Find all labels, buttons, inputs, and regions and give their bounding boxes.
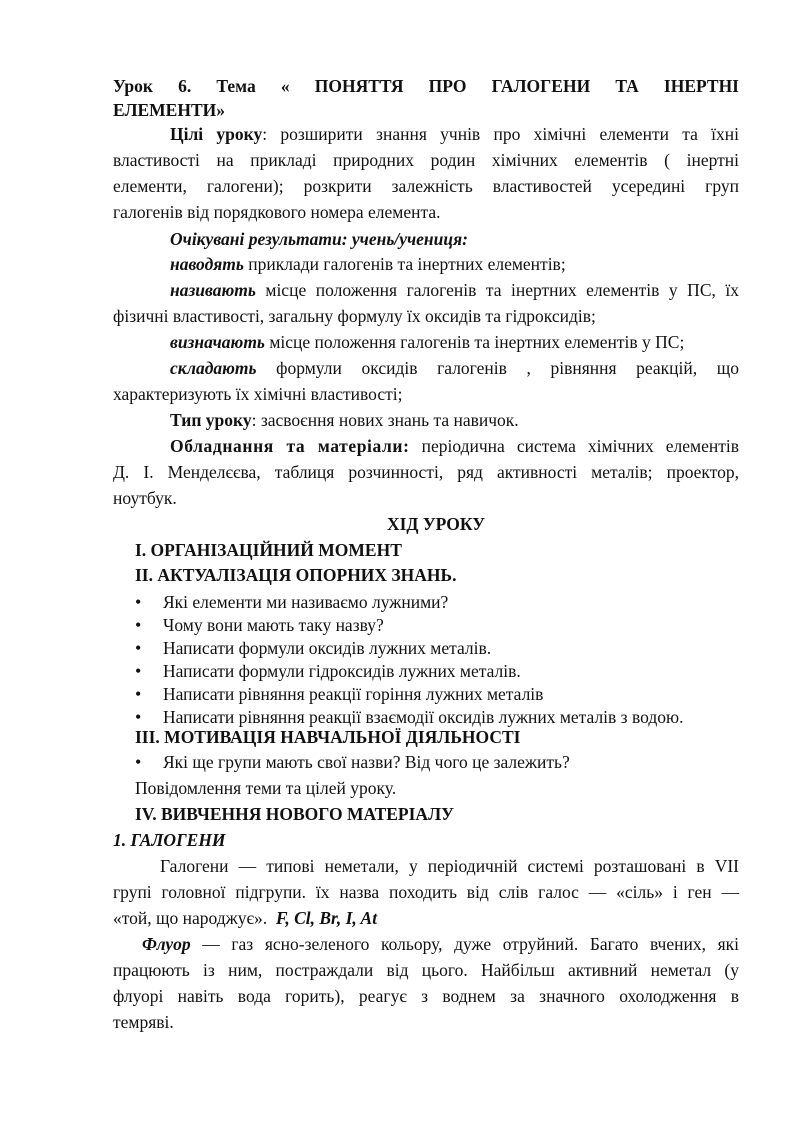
bullet-icon: • (135, 684, 142, 704)
section-1-heading: І. ОРГАНІЗАЦІЙНИЙ МОМЕНТ (135, 540, 402, 560)
goals-line4: галогенів від порядкового номера елемента. (113, 202, 441, 222)
expected-item (170, 252, 794, 276)
equipment-label: Обладнання та матеріали: (170, 436, 410, 456)
section-4-heading: ІV. ВИВЧЕННЯ НОВОГО МАТЕРІАЛУ (135, 804, 454, 824)
expected-text: місце положення галогенів та інертних елементів у ПС, їх (255, 280, 739, 300)
goals-line (113, 200, 739, 224)
halogens-line3: «той, що народжує». (113, 908, 276, 928)
subsection-1-heading: 1. ГАЛОГЕНИ (113, 830, 226, 850)
lesson-title-line2: ЕЛЕМЕНТИ» (113, 100, 225, 120)
section-2-heading: ІІ. АКТУАЛІЗАЦІЯ ОПОРНИХ ЗНАНЬ. (135, 565, 457, 585)
expected-verb: називають (170, 280, 256, 300)
fluorine-line3: флуорі навіть вода горить), реагує з воднем за значного охолодження в (113, 986, 739, 1006)
expected-verb: складають (170, 358, 257, 378)
fluorine-line1: — газ ясно-зеленого кольору, дуже отруйний. Багато вчених, які (190, 934, 739, 954)
lesson-type-text: : засвоєння нових знань та навичок. (251, 410, 519, 430)
fluorine-line (113, 958, 739, 982)
list-item (135, 590, 448, 614)
equipment-line (113, 460, 739, 484)
goals-paragraph (113, 122, 739, 146)
question-text: Чому вони мають таку назву? (163, 615, 384, 635)
lesson-type-label: Тип уроку (170, 410, 252, 430)
question-text: Які елементи ми називаємо лужними? (163, 592, 449, 612)
halogens-line (113, 906, 739, 930)
list-item (135, 613, 384, 637)
equipment-line (113, 486, 739, 510)
lesson-title-cont (113, 98, 739, 122)
expected-verb: наводять (170, 254, 244, 274)
fluorine-line (113, 1010, 739, 1034)
expected-text: приклади галогенів та інертних елементів; (243, 254, 566, 274)
fluorine-line4: темряві. (113, 1012, 174, 1032)
equipment-line2: Д. І. Менделєєва, таблиця розчинності, ряд активності металів; проектор, (113, 462, 739, 482)
goals-line2: властивості на прикладі природних родин хімічних елементів ( інертні (113, 150, 739, 170)
list-item (135, 659, 521, 683)
announcement: Повідомлення теми та цілей уроку. (135, 778, 397, 798)
goals-line (113, 174, 739, 198)
goals-line (113, 148, 739, 172)
bullet-icon: • (135, 638, 142, 658)
goals-line1: : розширити знання учнів про хімічні елементи та їхні (262, 124, 739, 144)
expected-item (170, 278, 739, 302)
expected-item (170, 330, 794, 354)
lesson-title-line1: Урок 6. Тема « ПОНЯТТЯ ПРО ГАЛОГЕНИ ТА ІНЕРТНІ (113, 76, 739, 96)
motivation-question: Які ще групи мають свої назви? Від чого це залежить? (163, 752, 570, 772)
expected-item (170, 356, 739, 380)
expected-cont: фізичні властивості, загальну формулу їх оксидів та гідроксидів; (113, 306, 596, 326)
halogens-line1: Галогени — типові неметали, у періодичній системі розташовані в VII (160, 856, 739, 876)
section-3-heading: ІІІ. МОТИВАЦІЯ НАВЧАЛЬНОЇ ДІЯЛЬНОСТІ (135, 727, 521, 747)
question-text: Написати формули гідроксидів лужних металів. (163, 661, 521, 681)
expected-heading: Очікувані результати: учень/учениця: (170, 229, 468, 249)
question-text: Написати формули оксидів лужних металів. (163, 638, 492, 658)
fluorine-line (142, 932, 739, 956)
equipment (170, 434, 739, 458)
question-text: Написати рівняння реакції горіння лужних металів (163, 684, 544, 704)
bullet-icon: • (135, 707, 142, 727)
expected-verb: визначають (170, 332, 265, 352)
equipment-line3: ноутбук. (113, 488, 177, 508)
bullet-icon: • (135, 615, 142, 635)
bullet-icon: • (135, 661, 142, 681)
halogens-line2: групі головної підгрупи. їх назва походить від слів галос — «сіль» і ген — (113, 882, 739, 902)
fluorine-line (113, 984, 739, 1008)
expected-text: місце положення галогенів та інертних елементів у ПС; (264, 332, 685, 352)
expected-item-cont (113, 304, 739, 328)
question-text: Написати рівняння реакції взаємодії оксидів лужних металів з водою. (163, 707, 684, 727)
expected-cont: характеризують їх хімічні властивості; (113, 384, 403, 404)
expected-text: формули оксидів галогенів , рівняння реакцій, що (256, 358, 739, 378)
fluorine-line2: працюють із ним, постраждали від цього. Найбільш активний неметал (у (113, 960, 739, 980)
lesson-flow-heading: ХІД УРОКУ (386, 514, 486, 534)
expected-item-cont (113, 382, 739, 406)
goals-line3: елементи, галогени); розкрити залежність властивостей усередині груп (113, 176, 739, 196)
goals-label: Цілі уроку (170, 124, 263, 144)
fluorine-name: Флуор (142, 934, 191, 954)
equipment-text: періодична система хімічних елементів (409, 436, 740, 456)
list-item (135, 682, 543, 706)
lesson-title (113, 74, 739, 98)
halogen-symbols: F, Cl, Br, I, At (275, 908, 378, 928)
list-item (135, 750, 570, 774)
list-item (135, 636, 491, 660)
halogens-line (160, 854, 739, 878)
bullet-icon: • (135, 752, 142, 772)
lesson-type (170, 408, 794, 432)
bullet-icon: • (135, 592, 142, 612)
halogens-line (113, 880, 739, 904)
